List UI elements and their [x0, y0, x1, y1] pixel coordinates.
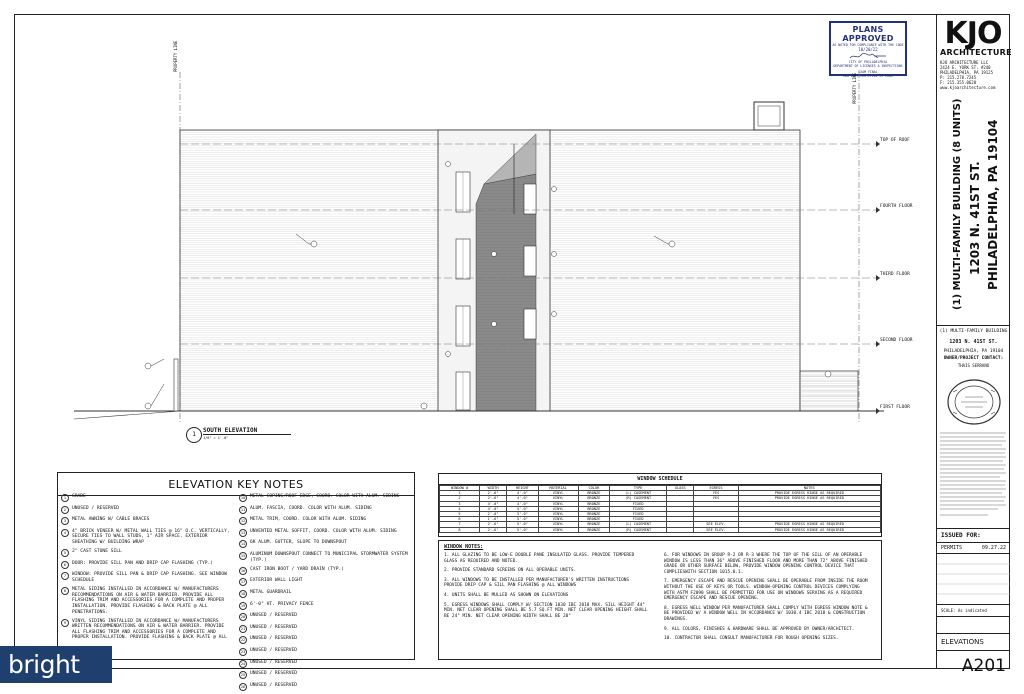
key-note-text: METAL AWNING W/ CABLE BRACES	[72, 517, 150, 523]
window-schedule-cell: BRONZE	[578, 527, 609, 532]
stamp-line: DEPARTMENT OF LICENSES & INSPECTIONS	[833, 64, 903, 68]
window-schedule-cell: PROVIDE EGRESS HINGE AS REQUIRED	[738, 491, 880, 496]
key-note-item	[239, 540, 413, 548]
window-schedule-cell: 3'-0"	[507, 512, 538, 517]
window-schedule-cell: 1'-6"	[479, 517, 506, 522]
window-schedule-header: EGRESS	[694, 486, 738, 491]
key-note-number: 22	[240, 638, 246, 643]
key-note-number: 26	[240, 684, 246, 689]
key-note-number: 15	[240, 553, 246, 558]
issued-for-block	[937, 528, 1010, 676]
stamp-line: CITY OF PHILADELPHIA	[848, 60, 888, 64]
key-note-number: 10	[240, 496, 246, 500]
window-schedule-cell: 2'-6"	[479, 522, 506, 527]
drawing-scale: SCALE: As indicated	[937, 605, 1010, 617]
window-schedule-cell: BRONZE	[578, 501, 609, 506]
key-note-item	[61, 561, 235, 569]
level-second-floor: SECOND FLOOR	[880, 338, 913, 343]
key-notes-right-column	[239, 494, 413, 694]
key-note-text: GRADE	[72, 494, 86, 499]
elevation-title: SOUTH ELEVATION	[203, 427, 291, 435]
key-note-number: 2	[61, 506, 69, 514]
window-schedule-cell: 4	[440, 506, 480, 511]
window-schedule-cell: BRONZE	[578, 522, 609, 527]
window-note-item: 7. EMERGENCY ESCAPE AND RESCUE OPENING SHALL BE OPERABLE FROM INSIDE THE ROOM WITHOUT THE USE OF KEYS OR TOOLS. WINDOW-OPENING CONTROL DEVICES COMPLYING WITH ASTM F2090 SHALL BE PERMITTED FOR USE ON WINDOWS SERVING AS A REQUIRED EMERGENCY ESCAPE AND RESCUE OPENING.	[664, 579, 868, 602]
owner-label: OWNER/PROJECT CONTACT:	[943, 356, 1004, 361]
key-notes-left-column	[61, 494, 235, 645]
window-schedule-cell: BRONZE	[578, 512, 609, 517]
window-schedule-cell: BRONZE	[578, 496, 609, 501]
key-note-text: UNUSED / RESERVED	[72, 505, 120, 511]
level-third-floor: THIRD FLOOR	[880, 272, 910, 277]
key-note-item	[239, 671, 413, 679]
firm-logo-mark: KJO	[944, 16, 1002, 51]
stamp-date: 10/20/22	[858, 47, 878, 52]
window-schedule-cell: PROVIDE EGRESS HINGE AS REQUIRED	[738, 527, 880, 532]
key-note-item	[239, 529, 413, 537]
window-schedule-cell: 3	[440, 501, 480, 506]
key-note-item	[61, 587, 235, 615]
key-note-text: 2" CAST STONE SILL	[72, 549, 122, 555]
window-schedule-cell: (L) CASEMENT	[610, 491, 667, 496]
key-note-text: METAL COPING/ROOF EDGE, COORD. COLOR WITH ALUM. SIDING	[250, 494, 400, 499]
window-schedule-cell: BRONZE	[578, 506, 609, 511]
key-note-item	[61, 494, 235, 502]
key-note-text: CAST IRON BOOT / YARD DRAIN (TYP.)	[250, 566, 345, 572]
key-note-item	[239, 648, 413, 656]
key-note-number: 11	[240, 507, 246, 512]
window-note-item: 4. UNITS SHALL BE MULLED AS SHOWN ON ELEVATIONS	[444, 592, 569, 598]
key-note-number: 8	[61, 587, 69, 595]
window-schedule-cell: (R) CASEMENT	[610, 496, 667, 501]
key-note-number: 17	[240, 580, 246, 585]
firm-logo-name: ARCHITECTURE	[940, 48, 1012, 57]
window-schedule-cell: 7	[440, 522, 480, 527]
window-schedule-header: MATERIAL	[538, 486, 578, 491]
window-schedule-cell: PROVIDE EGRESS HINGE AS REQUIRED	[738, 496, 880, 501]
key-note-number: 5	[61, 549, 69, 557]
window-notes-title: WINDOW NOTES:	[444, 544, 484, 550]
key-note-number: 21	[240, 626, 246, 631]
level-first-floor: FIRST FLOOR	[880, 405, 910, 410]
key-note-item	[239, 590, 413, 598]
stamp-line: IDK LAST CERTIFIED BY EXAM	[843, 74, 893, 78]
window-schedule-table	[439, 485, 881, 533]
window-schedule-cell: BRONZE	[578, 491, 609, 496]
window-note-item: 2. PROVIDE STANDARD SCREENS ON ALL OPERABLE UNITS.	[444, 568, 577, 574]
key-notes-title: ELEVATION KEY NOTES	[58, 473, 414, 496]
key-note-item	[239, 602, 413, 610]
sheet-number: A201	[961, 656, 1006, 676]
window-schedule-cell: 6	[440, 517, 480, 522]
window-schedule-cell: 4'-0"	[479, 501, 506, 506]
window-schedule-cell: (L) CASEMENT	[610, 522, 667, 527]
project-vertical-title	[950, 98, 1010, 320]
window-schedule-header: WIDTH	[479, 486, 506, 491]
project-address: 1203 N. 41ST ST.	[949, 339, 998, 345]
key-note-text: WINDOW: PROVIDE SILL PAN & DRIP CAP FLASHING. SEE WINDOW SCHEDULE	[72, 572, 227, 583]
window-note-item: 10. CONTRACTOR SHALL CONSULT MANUFACTURER FOR ROUGH OPENING SIZES.	[664, 636, 839, 642]
key-note-text: 4" BRICK VENEER W/ METAL WALL TIES @ 16" O.C. VERTICALLY, SECURE TIES TO WALL STUDS, 1" AIR SPACE. EXTERIOR SHEATHING W/ BUILDING WRAP	[72, 528, 230, 545]
property-line-label-left: PROPERTY LINE	[173, 40, 178, 72]
window-schedule-row	[440, 527, 881, 532]
project-info	[937, 325, 1010, 368]
elevation-key-notes	[57, 472, 415, 689]
key-note-text: ALUM. FASCIA, COORD. COLOR WITH ALUM. SIDING	[250, 505, 372, 511]
window-schedule-cell: FIXED	[610, 506, 667, 511]
key-note-text: METAL TRIM, COORD. COLOR WITH ALUM. SIDING	[250, 517, 367, 523]
key-note-item	[239, 660, 413, 668]
key-note-text: UNVENTED METAL SOFFIT, COORD. COLOR WITH ALUM. SIDING	[250, 528, 397, 534]
elevation-callout-number: 1	[186, 427, 202, 443]
key-note-text: METAL GUARDRAIL	[250, 589, 292, 595]
key-note-text: ALUMINUM DOWNSPOUT CONNECT TO MUNICIPAL STORMWATER SYSTEM (TYP.)	[250, 551, 408, 563]
window-schedule-cell: VINYL	[538, 506, 578, 511]
window-schedule-cell: 2'-6"	[479, 491, 506, 496]
bright-watermark-logo: bright	[0, 646, 112, 683]
window-schedule-header: TYPE	[610, 486, 667, 491]
key-note-number: 13	[240, 530, 246, 535]
window-schedule-cell: (R) CASEMENT	[610, 527, 667, 532]
key-note-text: UNUSED / RESERVED	[250, 682, 298, 688]
window-schedule-cell: 1	[440, 491, 480, 496]
window-note-item: 9. ALL COLORS, FINISHES & HARDWARE SHALL BE APPROVED BY OWNER/ARCHITECT.	[664, 626, 855, 632]
key-note-item	[239, 506, 413, 514]
window-schedule-cell: VINYL	[538, 491, 578, 496]
sheet-title: ELEVATIONS	[937, 634, 1010, 651]
window-schedule-header: HEIGHT	[507, 486, 538, 491]
key-note-item	[239, 494, 413, 502]
window-schedule-header: WINDOW #	[440, 486, 480, 491]
issued-blank-rows	[937, 554, 1010, 605]
owner-name: THAIS SERRANO	[957, 363, 990, 368]
key-note-number: 1	[61, 494, 69, 502]
key-note-item	[239, 578, 413, 586]
key-note-text: METAL SIDING INSTALLED IN ACCORDANCE W/ MANUFACTURERS RECOMMENDATIONS ON AIR & WATER BARRIER. PROVIDE ALL FLASHING TRIM AND ACCESSORIES FOR A COMPLETE AND PROPER INSTALLATION. PROVIDE FLASHING & BACK PLATE @ ALL PENETRATIONS.	[72, 587, 225, 615]
key-note-item	[239, 567, 413, 575]
key-note-number: 20	[240, 615, 246, 620]
key-note-text: UNUSED / RESERVED	[250, 624, 298, 630]
project-city: PHILADELPHIA, PA 19104	[943, 349, 1004, 354]
key-note-number: 7	[61, 572, 69, 580]
key-note-item	[239, 636, 413, 644]
key-note-number: 3	[61, 517, 69, 525]
window-schedule-cell: 5'-0"	[507, 527, 538, 532]
window-schedule-cell: VINYL	[538, 512, 578, 517]
key-note-item	[61, 529, 235, 546]
key-note-number: 24	[240, 661, 246, 666]
window-schedule-cell: SEE ELEV.	[694, 527, 738, 532]
key-note-text: UNUSED / RESERVED	[250, 636, 298, 642]
key-note-item	[61, 549, 235, 557]
window-schedule-cell: YES	[694, 496, 738, 501]
key-note-item	[239, 683, 413, 691]
window-schedule-cell: BRONZE	[578, 517, 609, 522]
key-note-text: 6K ALUM. GUTTER, SLOPE TO DOWNSPOUT	[250, 540, 347, 546]
firm-address: 2424 E. YORK ST. #240	[940, 65, 991, 70]
window-schedule-cell: 4'-0"	[507, 491, 538, 496]
window-schedule-cell: FIXED	[610, 501, 667, 506]
project-name-vertical: (1) MULTI-FAMILY BUILDING (8 UNITS)	[952, 98, 963, 310]
window-schedule-cell: 4'-0"	[479, 506, 506, 511]
window-note-item: 8. EGRESS WELL WINDOW PER MANUFACTURER SHALL COMPLY WITH EGRESS WINDOW NOTE & BE PROVIDED W/ A WINDOW WELL IN ACCORDANCE W/ 1030.4 IBC 2018 & CONSTRUCTION DRAWINGS.	[664, 605, 868, 622]
key-note-number: 4	[61, 529, 69, 537]
key-note-number: 9	[61, 619, 69, 627]
key-note-item	[239, 517, 413, 525]
window-schedule-cell: SEE ELEV.	[694, 522, 738, 527]
window-schedule-cell: 5'-0"	[507, 506, 538, 511]
window-schedule-cell: 8	[440, 527, 480, 532]
issued-for-header: ISSUED FOR:	[937, 529, 1010, 543]
window-schedule-cell: 4'-0"	[507, 501, 538, 506]
property-line-label-right: PROPERTY LINE	[852, 72, 857, 104]
project-city-vertical: PHILADELPHIA, PA 19104	[986, 119, 1000, 290]
key-note-number: 25	[240, 673, 246, 678]
window-schedule-header: GLASS	[667, 486, 694, 491]
window-notes	[438, 540, 882, 660]
window-schedule-cell: 5'-0"	[507, 522, 538, 527]
window-note-item: 1. ALL GLAZING TO BE LOW-E DOUBLE PANE INSULATED GLASS. PROVIDE TEMPERED GLASS AS REQUIRED AND NOTED.	[444, 553, 635, 564]
window-schedule-cell: FIXED	[610, 517, 667, 522]
key-note-number: 12	[240, 519, 246, 524]
firm-phone: P: 215.278.7245	[940, 75, 977, 80]
key-note-text: UNUSED / RESERVED	[250, 613, 298, 619]
window-schedule-header: COLOR	[578, 486, 609, 491]
window-schedule-cell: FIXED	[610, 512, 667, 517]
window-schedule-cell: VINYL	[538, 522, 578, 527]
window-schedule-title: WINDOW SCHEDULE	[439, 474, 881, 485]
key-note-text: VINYL SIDING INSTALLED IN ACCORDANCE W/ MANUFACTURERS WRITTEN RECOMMENDATIONS ON AIR & WATER BARRIER. PROVIDE ALL FLASHING TRIM AND ACCESSORIES FOR A COMPLETE AND PROPER INSTALLATION. PROVIDE FLASHING & BACK PLATE @ ALL	[72, 618, 227, 641]
level-top-of-roof: TOP OF ROOF	[880, 138, 910, 143]
key-note-text: UNUSED / RESERVED	[250, 647, 298, 653]
key-note-text: UNUSED / RESERVED	[250, 659, 298, 665]
key-note-text: DOOR: PROVIDE SILL PAN AND DRIP CAP FLASHING (TYP.)	[72, 560, 214, 566]
window-schedule-cell: 5	[440, 512, 480, 517]
window-schedule-cell: 2'-6"	[479, 496, 506, 501]
key-note-item	[239, 613, 413, 621]
elevation-scale: 1/8" = 1'-0"	[203, 436, 229, 440]
key-note-text: 6'-0" HT. PRIVACY FENCE	[250, 601, 314, 607]
stamp-line: EXAM FINAL	[858, 70, 878, 74]
issued-row-date: 09.27.22	[981, 545, 1006, 551]
firm-address: KJO ARCHITECTURE LLC	[940, 60, 989, 65]
window-note-item: 5. EGRESS WINDOWS SHALL COMPLY W/ SECTION 1030 IBC 2018 MAX. SILL HEIGHT 44" MIN. NET CLEAR OPENING SHALL BE 5.7 SQ.FT MIN. NET CLEAR OPENING HEIGHT SHALL BE 24" MIN. NET CLEAR OPENING WIDTH SHALL BE 20"	[444, 602, 648, 619]
issued-row	[937, 543, 1010, 554]
key-note-text: UNUSED / RESERVED	[250, 671, 298, 677]
window-schedule-cell: YES	[694, 491, 738, 496]
window-schedule-cell: VINYL	[538, 496, 578, 501]
window-schedule-cell: VINYL	[538, 501, 578, 506]
key-note-number: 19	[240, 603, 246, 608]
window-schedule-cell: VINYL	[538, 527, 578, 532]
window-notes-right-column	[664, 553, 869, 646]
stamp-line: AS NOTED FOR COMPLIANCE WITH THE CODE	[832, 43, 904, 47]
window-schedule-cell: 2'-6"	[479, 527, 506, 532]
firm-address: PHILADELPHIA, PA 19125	[940, 70, 993, 75]
window-schedule-cell: 4'-0"	[507, 496, 538, 501]
window-schedule-cell	[667, 527, 694, 532]
key-note-text: EXTERIOR WALL LIGHT	[250, 578, 303, 584]
level-fourth-floor: FOURTH FLOOR	[880, 204, 913, 209]
key-note-item	[61, 517, 235, 525]
window-schedule-cell: 2	[440, 496, 480, 501]
project-address-vertical: 1203 N. 41ST ST.	[968, 161, 982, 275]
window-schedule-cell: 5'-0"	[507, 517, 538, 522]
key-note-number: 16	[240, 568, 246, 573]
firm-website: www.kjoarchitecture.com	[940, 85, 996, 90]
window-schedule-cell: VINYL	[538, 517, 578, 522]
blank-cell	[937, 617, 1010, 634]
key-note-item	[61, 572, 235, 583]
window-note-item: 3. ALL WINDOWS TO BE INSTALLED PER MANUFACTURER'S WRITTEN INSTRUCTIONS PROVIDE DRIP CAP & SILL PAN FLASHING @ ALL WINDOWS	[444, 577, 630, 589]
window-schedule-cell: PROVIDE EGRESS HINGE AS REQUIRED	[738, 522, 880, 527]
key-note-item	[239, 552, 413, 563]
key-note-item	[239, 625, 413, 633]
stamp-title: PLANS APPROVED	[842, 25, 894, 43]
project-name: (1) MULTI-FAMILY BUILDING	[939, 329, 1008, 334]
key-note-number: 14	[240, 542, 246, 547]
window-schedule-cell: 2'-0"	[479, 512, 506, 517]
window-note-item: 6. FOR WINDOWS IN GROUP R-2 OR R-3 WHERE THE TOP OF THE SILL OF AN OPERABLE WINDOW IS LESS THAN 36" ABOVE FINISHED FLOOR AND MORE THAN 72" ABOVE FINISHED GRADE OR OTHER SURFACE BELOW, PROVIDE WINDOW OPENING CONTROL DEVICE THAT COMPLIESWITH SECTION 1015.8.1.	[664, 553, 868, 575]
seal-fine-print	[938, 430, 1008, 522]
key-note-number: 18	[240, 591, 246, 596]
key-note-item	[61, 506, 235, 514]
key-note-number: 23	[240, 649, 246, 654]
firm-fax: F: 215.355.0620	[940, 80, 977, 85]
window-schedule-header: NOTES	[738, 486, 880, 491]
window-schedule	[438, 473, 882, 537]
key-note-item	[61, 619, 235, 641]
architect-seal-icon	[945, 378, 1003, 426]
south-elevation-drawing	[14, 14, 936, 454]
window-notes-left-column	[444, 553, 649, 623]
issued-row-label: PERMITS	[941, 545, 963, 551]
key-note-number: 6	[61, 561, 69, 569]
firm-logo	[940, 16, 1012, 90]
